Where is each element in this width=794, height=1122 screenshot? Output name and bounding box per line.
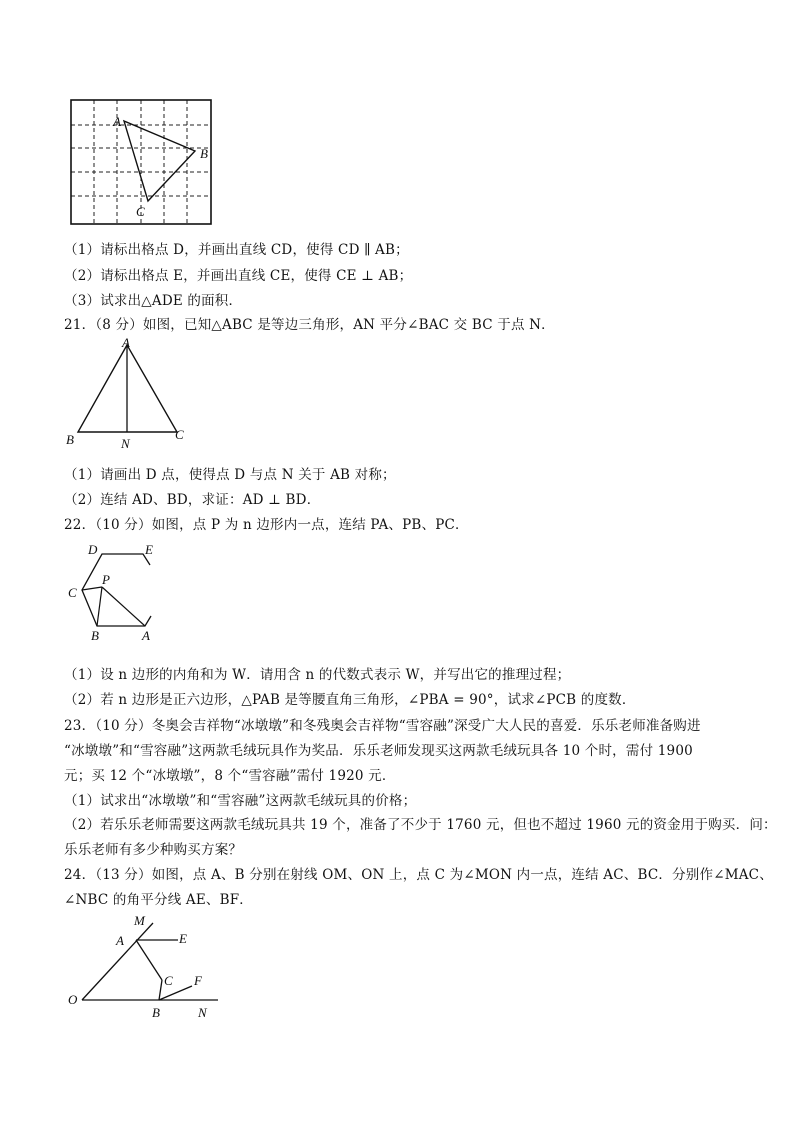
q21-stem: 21．（8 分）如图，已知△ABC 是等边三角形，AN 平分∠BAC 交 BC 于点 N．	[64, 317, 555, 333]
q23-part2: （2）若乐乐老师需要这两款毛绒玩具共 19 个，准备了不少于 1760 元，但也不超过 1960 元的资金用于购买．问：	[64, 817, 777, 833]
label-b: B	[152, 1005, 160, 1020]
label-a: A	[122, 335, 130, 350]
label-n: N	[198, 1005, 207, 1020]
bisector-bf	[159, 986, 192, 1000]
label-c: C	[68, 585, 77, 600]
polygon-edges	[82, 554, 151, 626]
q20-part3: （3）试求出△ADE 的面积．	[64, 293, 243, 309]
q22-part1: （1）设 n 边形的内角和为 W．请用含 n 的代数式表示 W，并写出它的推理过程；	[64, 667, 571, 683]
label-c: C	[164, 973, 173, 988]
triangle-figure	[60, 334, 200, 454]
q23-stem-line3: 元；买 12 个“冰墩墩”，8 个“雪容融”需付 1920 元．	[64, 768, 396, 784]
grid-figure	[60, 88, 220, 233]
q22-part2: （2）若 n 边形是正六边形，△PAB 是等腰直角三角形，∠PBA = 90°，试求∠PCB 的度数．	[64, 692, 636, 708]
label-a: A	[113, 114, 121, 129]
label-a: A	[142, 628, 150, 643]
segment-pb	[97, 587, 102, 626]
label-c: C	[175, 427, 184, 442]
q24-stem-line2: ∠NBC 的角平分线 AE、BF．	[64, 892, 253, 908]
q23-part2-cont: 乐乐老师有多少种购买方案？	[64, 842, 243, 858]
q21-part2: （2）连结 AD、BD，求证：AD ⊥ BD．	[64, 492, 321, 508]
label-p: P	[102, 572, 110, 587]
q23-stem-line2: “冰墩墩”和“雪容融”这两款毛绒玩具作为奖品．乐乐老师发现买这两款毛绒玩具各 10 个时，需付 1900	[64, 743, 693, 759]
label-b: B	[91, 628, 99, 643]
q21-part1: （1）请画出 D 点，使得点 D 与点 N 关于 AB 对称；	[64, 467, 396, 483]
label-e: E	[145, 542, 153, 557]
label-f: F	[194, 973, 202, 988]
angle-figure	[60, 906, 230, 1021]
label-o: O	[68, 992, 78, 1007]
q24-stem-line1: 24．（13 分）如图，点 A、B 分别在射线 OM、ON 上，点 C 为∠MON 内一点，连结 AC、BC．分别作∠MAC、	[64, 867, 773, 883]
label-a: A	[116, 933, 124, 948]
q22-stem: 22．（10 分）如图，点 P 为 n 边形内一点，连结 PA、PB、PC．	[64, 517, 469, 533]
label-b: B	[66, 432, 74, 447]
label-b: B	[200, 146, 208, 161]
q23-stem-line1: 23．（10 分）冬奥会吉祥物“冰墩墩”和冬残奥会吉祥物“雪容融”深受广大人民的喜爱．乐乐老师准备购进	[64, 718, 701, 734]
segment-pc	[82, 587, 102, 590]
label-e: E	[179, 931, 187, 946]
polygon-figure	[60, 540, 170, 645]
q20-part1: （1）请标出格点 D，并画出直线 CD，使得 CD ∥ AB；	[64, 242, 409, 258]
label-d: D	[88, 542, 98, 557]
label-n: N	[121, 436, 130, 451]
q23-part1: （1）试求出“冰墩墩”和“雪容融”这两款毛绒玩具的价格；	[64, 793, 417, 809]
label-m: M	[134, 913, 145, 928]
segment-bc	[159, 980, 162, 1000]
segment-pa	[102, 587, 145, 626]
triangle-abc	[124, 121, 195, 201]
label-c: C	[136, 204, 145, 219]
segment-ac	[136, 940, 162, 980]
q20-part2: （2）请标出格点 E，并画出直线 CE，使得 CE ⊥ AB；	[64, 268, 413, 284]
